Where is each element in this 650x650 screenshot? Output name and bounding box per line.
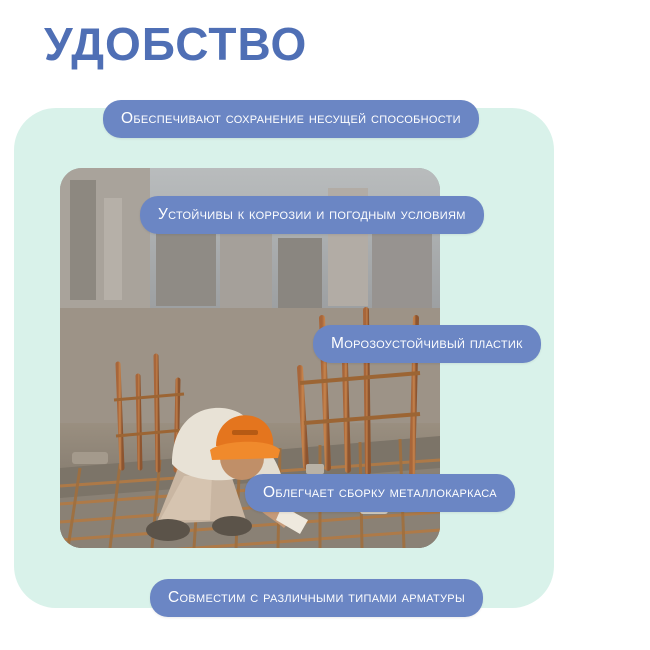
feature-pill-4[interactable]: Облегчает сборку металлокаркаса: [245, 474, 515, 512]
feature-pill-2[interactable]: Устойчивы к коррозии и погодным условиям: [140, 196, 484, 234]
page-title: УДОБСТВО: [44, 18, 308, 70]
feature-pill-5[interactable]: Совместим с различными типами арматуры: [150, 579, 483, 617]
feature-pill-1[interactable]: Обеспечивают сохранение несущей способности: [103, 100, 479, 138]
feature-pill-3[interactable]: Морозоустойчивый пластик: [313, 325, 541, 363]
